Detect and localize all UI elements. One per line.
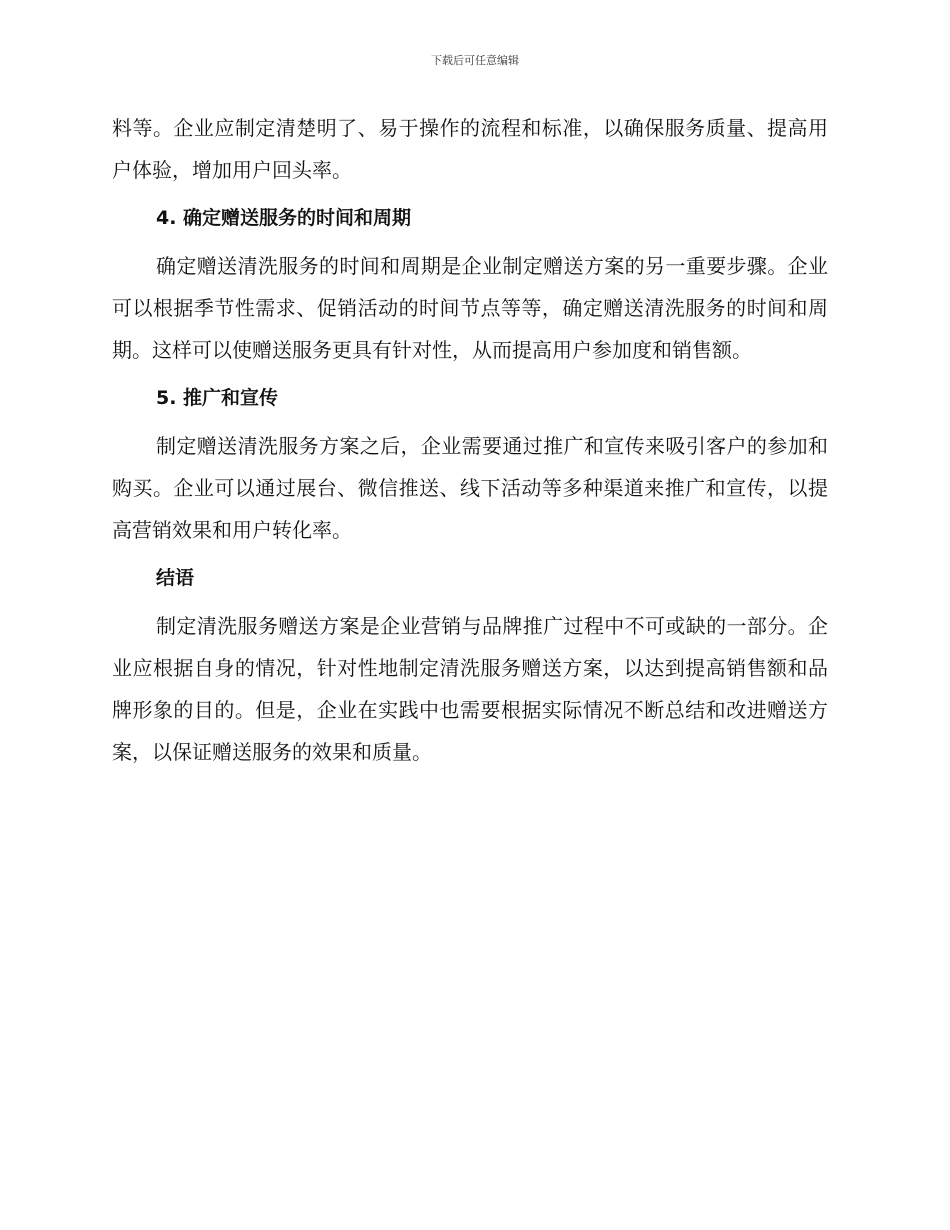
- section-4-paragraph: 确定赠送清洗服务的时间和周期是企业制定赠送方案的另一重要步骤。企业可以根据季节性需求、促销活动的时间节点等等，确定赠送清洗服务的时间和周期。这样可以使赠送服务更具有针对性，从而提高用户参加度和销售额。: [112, 254, 828, 362]
- document-body: [112, 107, 828, 773]
- section-5-paragraph: 制定赠送清洗服务方案之后，企业需要通过推广和宣传来吸引客户的参加和购买。企业可以通过展台、微信推送、线下活动等多种渠道来推广和宣传，以提高营销效果和用户转化率。: [112, 434, 828, 542]
- conclusion-heading: 结语: [156, 567, 195, 589]
- continuation-paragraph: 料等。企业应制定清楚明了、易于操作的流程和标准，以确保服务质量、提高用户体验，增加用户回头率。: [112, 116, 828, 182]
- section-4-heading: 4. 确定赠送服务的时间和周期: [156, 207, 412, 229]
- page-header-note: 下载后可任意编辑: [431, 54, 519, 67]
- conclusion-paragraph: 制定清洗服务赠送方案是企业营销与品牌推广过程中不可或缺的一部分。企业应根据自身的情况，针对性地制定清洗服务赠送方案，以达到提高销售额和品牌形象的目的。但是，企业在实践中也需要根据实际情况不断总结和改进赠送方案，以保证赠送服务的效果和质量。: [112, 614, 828, 764]
- section-5-heading: 5. 推广和宣传: [156, 387, 279, 409]
